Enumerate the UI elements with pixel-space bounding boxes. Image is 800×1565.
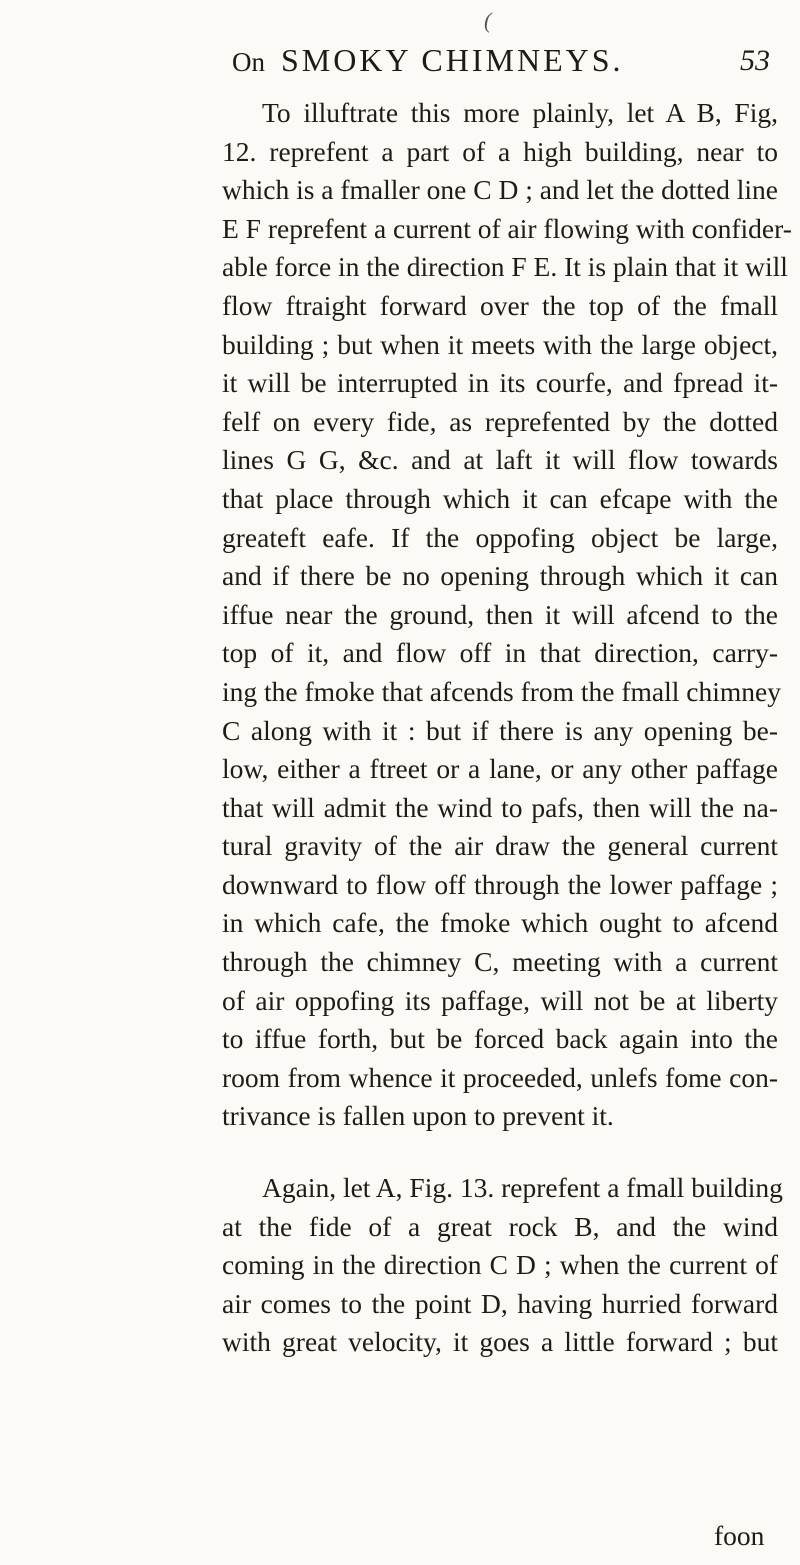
text-line: and if there be no opening through which it can	[222, 560, 778, 592]
text-line: Again, let A, Fig. 13. reprefent a fmall building	[262, 1172, 783, 1204]
text-line: in which cafe, the fmoke which ought to afcend	[222, 907, 778, 939]
text-line: To illuftrate this more plainly, let A B, Fig,	[262, 97, 778, 128]
paragraph-2	[222, 1169, 783, 1362]
paragraph-gap	[222, 1136, 778, 1169]
text-line: felf on every fide, as reprefented by the dotted	[222, 405, 778, 437]
text-line: coming in the direction C D ; when the current of	[222, 1249, 778, 1281]
top-margin-mark: (	[484, 8, 492, 33]
running-head	[232, 40, 772, 80]
text-line: that will admit the wind to pafs, then will the na-	[222, 791, 778, 823]
paragraph-1	[222, 94, 792, 1136]
text-line: lines G G, &c. and at laft it will flow towards	[222, 444, 778, 476]
text-line: able force in the direction F E. It is plain that it will	[222, 251, 788, 283]
text-line: building ; but when it meets with the large object,	[222, 328, 778, 360]
text-line: flow ftraight forward over the top of the fmall	[222, 289, 778, 321]
running-head-title: SMOKY CHIMNEYS.	[281, 42, 624, 78]
page-number: 53	[740, 44, 770, 77]
text-line: that place through which it can efcape with the	[222, 482, 778, 514]
text-line: of air oppofing its paffage, will not be at liberty	[222, 984, 778, 1016]
text-line: E F reprefent a current of air flowing with confider-	[222, 212, 792, 244]
text-line: room from whence it proceeded, unlefs fome con-	[222, 1061, 778, 1093]
body-text	[222, 94, 792, 1362]
text-line: trivance is fallen upon to prevent it.	[222, 1100, 614, 1132]
text-line: top of it, and flow off in that direction, carry-	[222, 637, 778, 669]
text-line: through the chimney C, meeting with a current	[222, 946, 778, 978]
text-line: C along with it : but if there is any opening be-	[222, 714, 778, 746]
text-line: which is a fmaller one C D ; and let the dotted line	[222, 174, 778, 206]
catchword: foon	[714, 1520, 765, 1551]
running-head-prefix: On	[232, 47, 265, 77]
text-line: tural gravity of the air draw the general current	[222, 830, 778, 862]
text-line: at the fide of a great rock B, and the wind	[222, 1210, 778, 1242]
text-line: low, either a ftreet or a lane, or any other paffage	[222, 753, 778, 785]
text-line: greateft eafe. If the oppofing object be large,	[222, 521, 778, 553]
text-line: with great velocity, it goes a little forward ; but	[222, 1326, 778, 1358]
text-line: air comes to the point D, having hurried forward	[222, 1287, 778, 1319]
text-line: 12. reprefent a part of a high building, near to	[222, 135, 778, 167]
text-line: it will be interrupted in its courfe, and fpread it-	[222, 367, 778, 399]
text-line: downward to flow off through the lower paffage ;	[222, 868, 778, 900]
text-line: ing the fmoke that afcends from the fmall chimney	[222, 675, 781, 707]
text-line: to iffue forth, but be forced back again into the	[222, 1023, 778, 1055]
text-line: iffue near the ground, then it will afcend to the	[222, 598, 778, 630]
